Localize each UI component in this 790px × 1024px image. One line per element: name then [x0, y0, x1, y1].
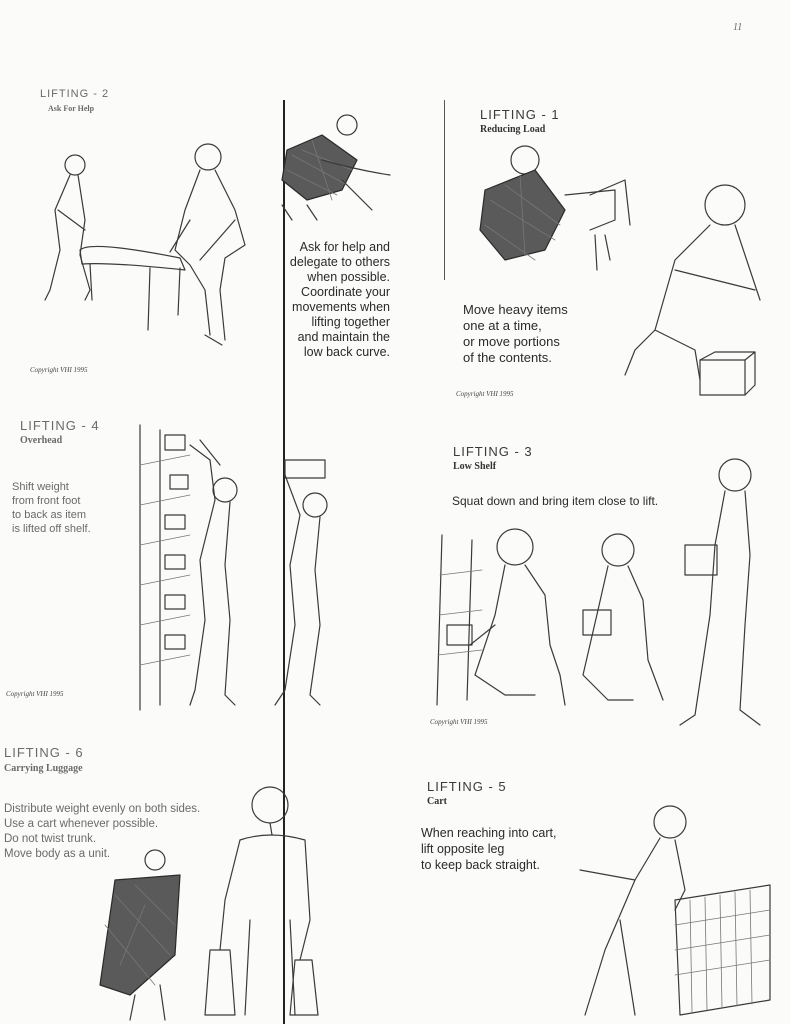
text-line: is lifted off shelf.	[12, 523, 91, 535]
figure-overhead-reach-icon	[255, 455, 345, 710]
page-number: 11	[733, 22, 743, 33]
panel-instructions	[463, 302, 568, 366]
text-line: from front foot	[12, 495, 81, 507]
text-line: when possible.	[307, 270, 390, 284]
panel-instructions	[12, 480, 91, 536]
text-line: one at a time,	[463, 318, 542, 333]
panel-subtitle: Cart	[427, 796, 447, 807]
text-line: Coordinate your	[301, 285, 390, 299]
text-line: Move heavy items	[463, 302, 568, 317]
figure-squatting-icon	[578, 530, 668, 710]
text-line: Distribute weight evenly on both sides.	[4, 803, 201, 815]
figure-kneeling-box-icon	[465, 140, 635, 280]
text-line: Ask for help and	[299, 240, 390, 254]
panel-instructions	[262, 240, 390, 360]
text-line: When reaching into cart,	[421, 826, 557, 840]
panel-subtitle: Reducing Load	[480, 124, 546, 135]
copyright: Copyright VHI 1995	[456, 390, 514, 398]
figure-at-desk-icon	[615, 180, 775, 400]
panel-title: LIFTING - 2	[40, 88, 110, 100]
panel-title: LIFTING - 4	[20, 418, 100, 433]
panel-instructions	[452, 494, 658, 509]
figure-squatting-icon	[465, 525, 575, 710]
panel-instructions	[421, 825, 557, 873]
figure-carrying-plant-icon	[262, 110, 392, 220]
text-line: Move body as a unit.	[4, 848, 111, 860]
panel-subtitle: Ask For Help	[48, 104, 95, 113]
text-line: of the contents.	[463, 350, 552, 365]
panel-subtitle: Overhead	[20, 435, 63, 446]
text-line: Do not twist trunk.	[4, 833, 97, 845]
panel-title: LIFTING - 3	[453, 444, 533, 459]
text-line: delegate to others	[289, 255, 390, 269]
text-line: lift opposite leg	[421, 842, 505, 856]
text-line: lifting together	[311, 315, 390, 329]
text-line: movements when	[292, 300, 390, 314]
copyright: Copyright VHI 1995	[430, 718, 488, 726]
panel-subtitle: Carrying Luggage	[4, 763, 83, 774]
figure-luggage-icon	[85, 845, 205, 1020]
figure-carrying-box-icon	[675, 455, 765, 735]
copyright: Copyright VHI 1995	[6, 690, 64, 698]
text-line: and maintain the	[297, 330, 390, 344]
figure-pair-lifting-table-icon	[30, 140, 260, 360]
panel-title: LIFTING - 1	[480, 107, 560, 122]
panel-title: LIFTING - 5	[427, 779, 507, 794]
text-line: or move portions	[463, 334, 560, 349]
copyright: Copyright VHI 1995	[30, 366, 88, 374]
shopping-cart-icon	[670, 880, 780, 1020]
column-divider	[444, 100, 445, 280]
text-line: low back curve.	[303, 345, 390, 359]
text-line: Squat down and bring item close to lift.	[452, 494, 659, 508]
panel-title: LIFTING - 6	[4, 745, 84, 760]
text-line: to keep back straight.	[421, 858, 540, 872]
text-line: Shift weight	[12, 481, 69, 493]
panel-subtitle: Low Shelf	[453, 461, 497, 472]
figure-overhead-reach-icon	[170, 440, 250, 710]
text-line: to back as item	[12, 509, 86, 521]
text-line: Use a cart whenever possible.	[4, 818, 159, 830]
figure-luggage-icon	[200, 780, 320, 1020]
